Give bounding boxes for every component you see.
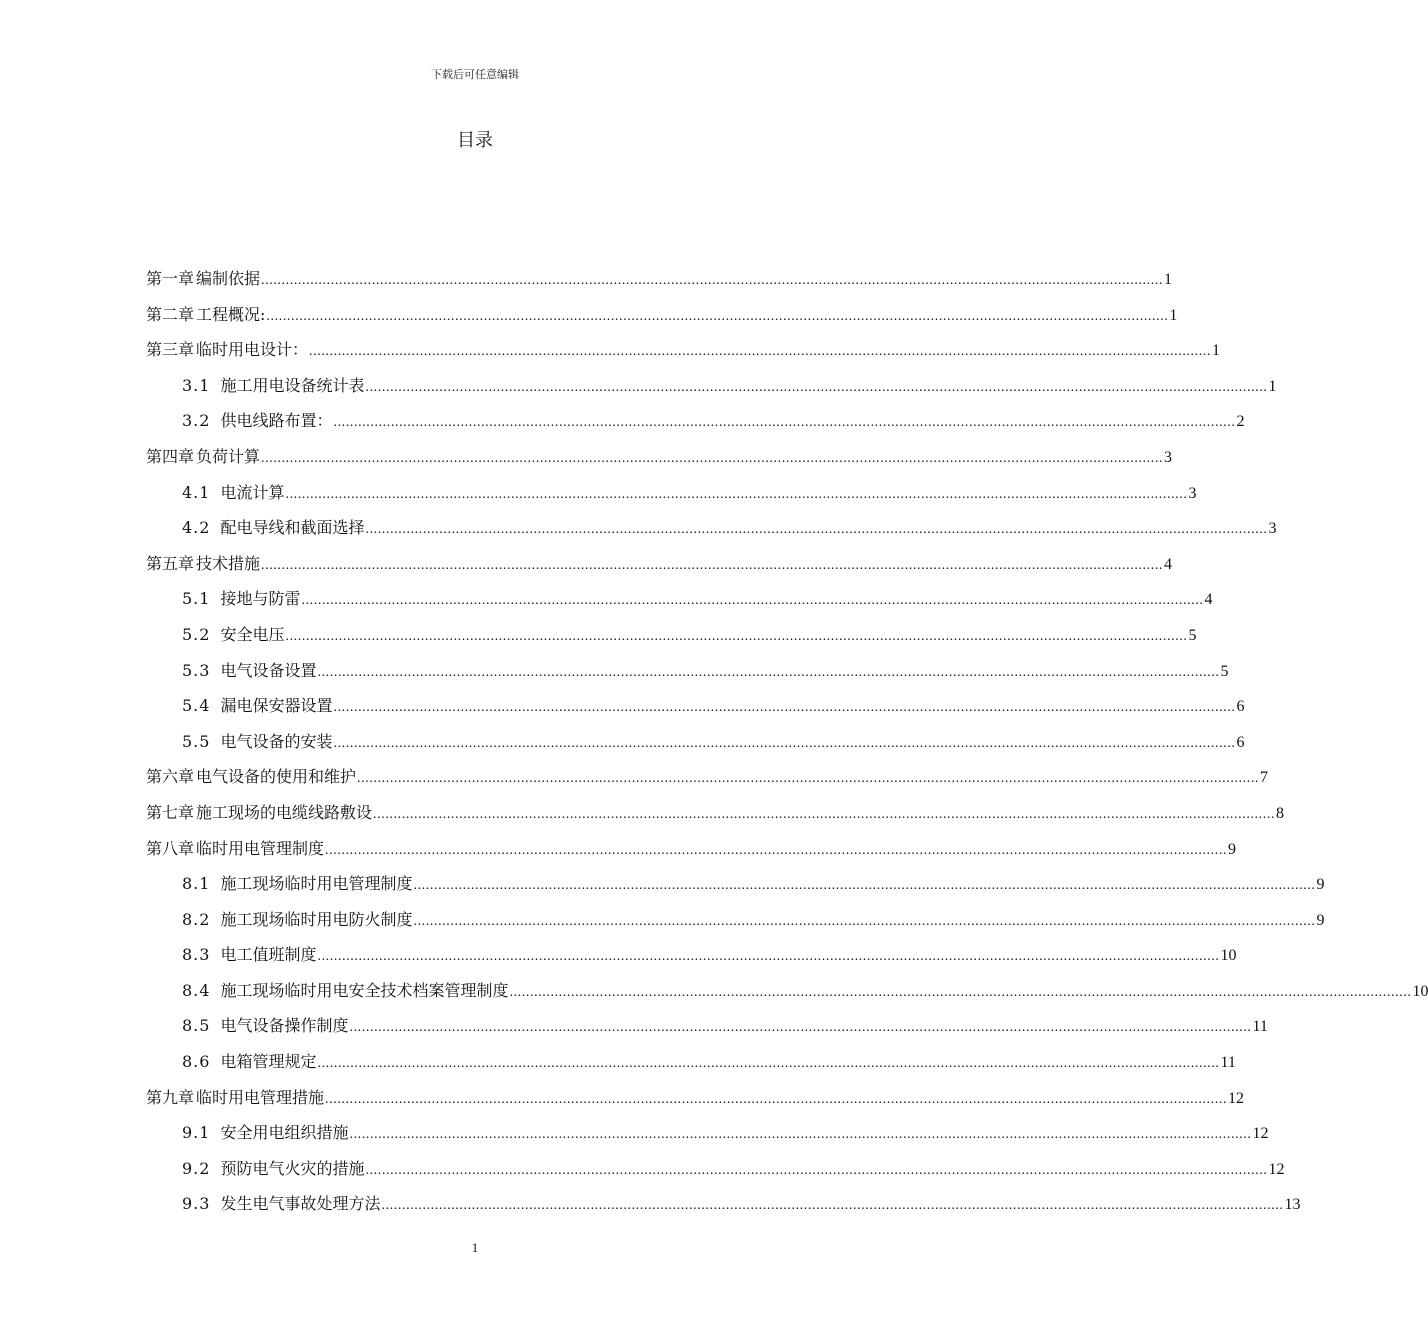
toc-entry-page: 4 [1204,591,1213,609]
toc-entry-page: 6 [1236,698,1245,716]
toc-dot-leader: ............................................................................................................................................................................................................................ [381,1198,1284,1214]
toc-entry[interactable] [146,834,1237,870]
toc-dot-leader: ............................................................................................................................................................................................................................ [365,1162,1268,1178]
toc-entry[interactable] [146,905,1325,941]
toc-dot-leader: ............................................................................................................................................................................................................................ [325,1091,1228,1107]
toc-entry-number: 第三章 [146,340,195,360]
toc-entry-title: 电流计算 [220,482,285,502]
toc-entry-title: 配电导线和截面选择 [220,518,365,538]
toc-entry-number: 第八章 [146,838,195,858]
toc-dot-leader: ............................................................................................................................................................................................................................ [333,415,1236,431]
toc-entry-number: 5.2 [182,624,211,644]
toc-entry-page: 1 [1212,342,1221,360]
toc-entry[interactable] [146,1047,1236,1083]
toc-entry-page: 10 [1412,982,1428,1000]
toc-entry[interactable] [146,656,1229,692]
toc-entry-number: 8.5 [182,1016,211,1036]
toc-entry-page: 1 [1164,271,1173,288]
toc-entry-number: 8.6 [182,1052,211,1072]
toc-entry-page: 1 [1268,377,1277,395]
toc-entry-number: 3.2 [182,411,211,431]
toc-entry-title: 技术措施 [196,553,261,573]
toc-entry-title: 施工现场临时用电安全技术档案管理制度 [220,980,509,1000]
toc-entry-page: 11 [1220,1054,1236,1072]
toc-dot-leader: ............................................................................................................................................................................................................................ [285,628,1188,644]
table-of-contents [146,264,1428,1225]
toc-entry[interactable] [146,513,1277,549]
toc-entry-page: 3 [1268,520,1277,538]
toc-dot-leader: ............................................................................................................................................................................................................................ [349,1020,1252,1036]
toc-dot-leader: ............................................................................................................................................................................................................................ [413,913,1316,929]
toc-entry-page: 9 [1316,911,1325,929]
toc-dot-leader: ............................................................................................................................................................................................................................ [349,1127,1252,1143]
toc-dot-leader: ............................................................................................................................................................................................................................ [509,984,1412,1000]
toc-title: 目录 [457,130,493,151]
page-number: 1 [471,1240,479,1255]
toc-entry-title: 电气设备的安装 [220,731,333,751]
page-header-note: 下载后可任意编辑 [431,68,519,81]
toc-entry-page: 9 [1316,876,1325,894]
toc-entry-title: 电气设备设置 [220,660,317,680]
toc-entry-number: 8.1 [182,874,211,894]
toc-entry-number: 5.4 [182,696,211,716]
toc-entry[interactable] [146,442,1173,478]
toc-entry[interactable] [146,1083,1245,1119]
toc-entry[interactable] [146,371,1277,407]
toc-dot-leader: ............................................................................................................................................................................................................................ [365,522,1268,538]
toc-dot-leader: ............................................................................................................................................................................................................................ [317,664,1220,680]
toc-entry-number: 第五章 [146,553,195,573]
toc-dot-leader: ............................................................................................................................................................................................................................ [317,949,1220,965]
toc-entry-page: 12 [1268,1160,1285,1178]
toc-dot-leader: ............................................................................................................................................................................................................................ [266,308,1169,324]
toc-entry[interactable] [146,1189,1301,1225]
toc-entry-number: 9.2 [182,1158,211,1178]
toc-entry-page: 4 [1164,555,1173,573]
toc-entry-number: 8.3 [182,945,211,965]
toc-entry[interactable] [146,406,1245,442]
toc-entry-title: 施工用电设备统计表 [220,375,365,395]
toc-entry-number: 3.1 [182,375,211,395]
toc-entry-title: 预防电气火灾的措施 [220,1158,365,1178]
toc-entry[interactable] [146,335,1221,371]
toc-dot-leader: ............................................................................................................................................................................................................................ [285,486,1188,502]
toc-entry-page: 10 [1220,947,1237,965]
toc-entry-page: 7 [1260,769,1269,787]
toc-entry-number: 8.4 [182,980,211,1000]
toc-entry-page: 12 [1228,1089,1245,1107]
toc-entry-title: 临时用电设计： [196,340,309,360]
toc-dot-leader: ............................................................................................................................................................................................................................ [413,878,1316,894]
toc-entry-title: 供电线路布置： [220,411,333,431]
toc-entry[interactable] [146,869,1325,905]
toc-dot-leader: ............................................................................................................................................................................................................................ [301,593,1204,609]
toc-entry-number: 第一章 [146,269,195,288]
toc-entry-title: 电气设备的使用和维护 [196,767,357,787]
toc-entry-number: 第七章 [146,802,195,822]
toc-entry-title: 安全电压 [220,624,285,644]
toc-entry[interactable] [146,727,1245,763]
toc-entry[interactable] [146,584,1213,620]
toc-entry-title: 安全用电组织措施 [220,1123,349,1143]
toc-dot-leader: ............................................................................................................................................................................................................................ [373,806,1276,822]
toc-entry-page: 5 [1188,626,1197,644]
toc-entry-number: 4.1 [182,482,211,502]
toc-entry-title: 工程概况: [196,304,266,324]
toc-entry-page: 8 [1276,804,1285,822]
toc-entry-page: 12 [1252,1125,1269,1143]
toc-entry-page: 11 [1252,1018,1268,1036]
toc-entry-number: 第六章 [146,767,195,787]
toc-entry[interactable] [146,691,1245,727]
toc-entry[interactable] [146,300,1178,336]
toc-entry-title: 临时用电管理措施 [196,1087,325,1107]
toc-entry-number: 8.2 [182,909,211,929]
toc-entry-page: 3 [1164,448,1173,466]
toc-entry-number: 9.1 [182,1123,211,1143]
toc-entry-number: 第九章 [146,1087,195,1107]
toc-entry[interactable] [146,478,1197,514]
toc-entry-page: 2 [1236,413,1245,431]
toc-entry-title: 施工现场的电缆线路敷设 [196,802,373,822]
toc-entry-title: 临时用电管理制度 [196,838,325,858]
toc-entry-title: 接地与防雷 [220,589,301,609]
toc-entry[interactable] [146,798,1285,834]
toc-entry[interactable] [146,264,1173,300]
toc-entry-page: 13 [1284,1196,1301,1214]
toc-entry-title: 施工现场临时用电管理制度 [220,874,413,894]
toc-entry-page: 1 [1169,306,1178,324]
toc-dot-leader: ............................................................................................................................................................................................................................ [261,450,1164,466]
toc-entry-number: 5.5 [182,731,211,751]
toc-entry[interactable] [146,1011,1268,1047]
toc-dot-leader: ............................................................................................................................................................................................................................ [309,344,1212,360]
toc-entry-page: 6 [1236,733,1245,751]
toc-entry-page: 5 [1220,662,1229,680]
toc-dot-leader: ............................................................................................................................................................................................................................ [261,557,1164,573]
toc-entry-title: 电箱管理规定 [220,1052,317,1072]
toc-dot-leader: ............................................................................................................................................................................................................................ [261,273,1164,288]
toc-entry-title: 负荷计算 [196,446,261,466]
toc-entry-title: 电工值班制度 [220,945,317,965]
toc-dot-leader: ............................................................................................................................................................................................................................ [357,771,1260,787]
toc-entry-number: 5.3 [182,660,211,680]
toc-entry-title: 发生电气事故处理方法 [220,1194,381,1214]
toc-entry[interactable] [146,549,1173,585]
toc-dot-leader: ............................................................................................................................................................................................................................ [333,735,1236,751]
toc-entry-title: 漏电保安器设置 [220,696,333,716]
toc-entry-number: 第二章 [146,304,195,324]
toc-entry[interactable] [146,1154,1285,1190]
toc-entry[interactable] [146,762,1269,798]
toc-entry-title: 施工现场临时用电防火制度 [220,909,413,929]
toc-entry-number: 第四章 [146,446,195,466]
toc-dot-leader: ............................................................................................................................................................................................................................ [325,842,1228,858]
toc-entry-number: 4.2 [182,518,211,538]
toc-dot-leader: ............................................................................................................................................................................................................................ [317,1056,1220,1072]
toc-entry[interactable] [146,940,1237,976]
toc-dot-leader: ............................................................................................................................................................................................................................ [365,379,1268,395]
toc-dot-leader: ............................................................................................................................................................................................................................ [333,700,1236,716]
toc-entry[interactable] [146,976,1428,1012]
toc-entry-title: 编制依据 [196,269,261,288]
toc-entry[interactable] [146,1118,1269,1154]
toc-entry-page: 9 [1228,840,1237,858]
toc-entry-number: 9.3 [182,1194,211,1214]
toc-entry-title: 电气设备操作制度 [220,1016,349,1036]
toc-entry-number: 5.1 [182,589,211,609]
toc-entry-page: 3 [1188,484,1197,502]
toc-entry[interactable] [146,620,1197,656]
